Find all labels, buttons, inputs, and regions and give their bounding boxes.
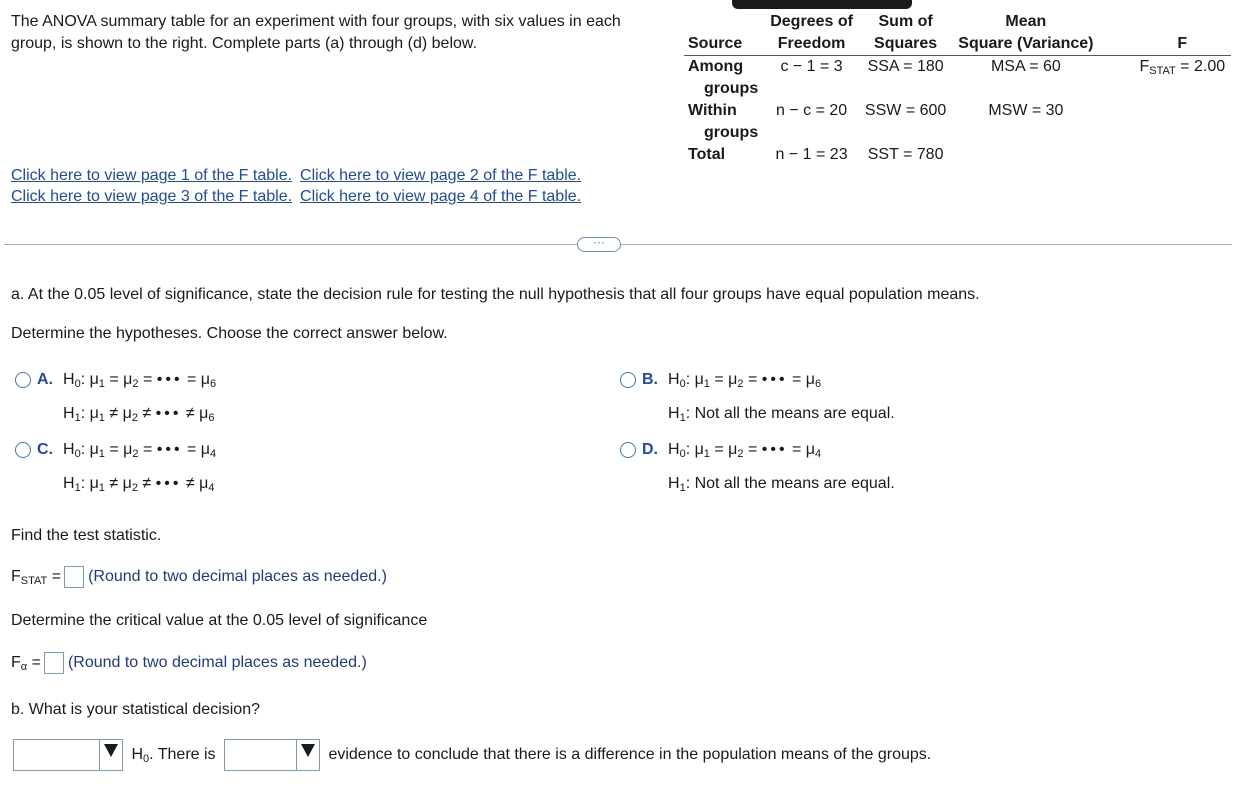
decision-reject-select[interactable]: [13, 739, 123, 771]
fstat-input[interactable]: [64, 566, 84, 588]
falpha-row: $F_\alpha$ = (Round to two decimal places as needed.): [11, 652, 367, 678]
f-table-page-2-link[interactable]: Click here to view page 2 of the F table.: [300, 167, 582, 184]
option-a-radio[interactable]: [15, 372, 31, 388]
ss-within: SSW = 600: [864, 102, 947, 119]
f-table-links: [11, 165, 589, 207]
ms-within: MSW = 30: [988, 102, 1064, 119]
find-test-statistic-prompt: Find the test statistic.: [11, 527, 162, 544]
option-d-h0: $H_0$: $\mu_1 = \mu_2$ = ••• = $\mu_4$: [668, 441, 822, 460]
option-c-h0: $H_0$: $\mu_1 = \mu_2$ = ••• = $\mu_4$: [63, 441, 217, 460]
top-tab-handle[interactable]: [732, 0, 912, 9]
table-row-total: [684, 144, 1231, 166]
option-c-letter: C.: [37, 441, 53, 458]
ms-header: Square (Variance): [952, 33, 1099, 56]
option-a-letter: A.: [37, 371, 53, 388]
f-stat-value: $F_{STAT} = 2.00$: [1139, 58, 1226, 77]
ss-header-top: Sum of: [878, 13, 933, 30]
option-b-h0: $H_0$: $\mu_1 = \mu_2$ = ••• = $\mu_6$: [668, 371, 822, 390]
anova-summary-table: [684, 11, 1231, 166]
table-row-within: Within groups n − c = 20 SSW = 600 MSW = 30: [684, 100, 1231, 144]
ss-total: SST = 780: [867, 146, 944, 163]
decision-row: $H_0$. There is evidence to conclude that there is a difference in the population means of the groups.: [13, 739, 931, 775]
hypotheses-prompt: Determine the hypotheses. Choose the correct answer below.: [11, 325, 448, 342]
critical-value-prompt: Determine the critical value at the 0.05 level of significance: [11, 612, 428, 629]
option-c-h1: $H_1$: $\mu_1 \ne \mu_2$ ≠ ••• ≠ $\mu_4$: [63, 475, 215, 494]
ss-among: SSA = 180: [867, 58, 944, 75]
df-header-top: Degrees of: [770, 13, 853, 30]
option-c-radio[interactable]: [15, 442, 31, 458]
option-b-radio[interactable]: [620, 372, 636, 388]
option-d-radio[interactable]: [620, 442, 636, 458]
f-header: F: [1099, 33, 1231, 56]
source-header: Source: [684, 33, 764, 56]
option-a-h1: $H_1$: $\mu_1 \ne \mu_2$ ≠ ••• ≠ $\mu_6$: [63, 405, 215, 424]
source-within: Within: [688, 102, 737, 119]
source-among: Among: [688, 58, 744, 75]
table-header-row-top: [684, 11, 1231, 33]
f-table-page-1-link[interactable]: Click here to view page 1 of the F table.: [11, 167, 293, 184]
f-table-page-4-link[interactable]: Click here to view page 4 of the F table.: [300, 188, 582, 205]
expand-more-button[interactable]: ···: [577, 237, 621, 252]
table-header-row: [684, 33, 1231, 56]
option-a-h0: $H_0$: $\mu_1 = \mu_2$ = ••• = $\mu_6$: [63, 371, 217, 390]
df-within: n − c = 20: [775, 102, 848, 119]
df-among: c − 1 = 3: [780, 58, 843, 75]
option-d-h1: $H_1$: Not all the means are equal.: [668, 475, 895, 494]
option-b[interactable]: [620, 369, 895, 433]
f-table-page-3-link[interactable]: Click here to view page 3 of the F table.: [11, 188, 293, 205]
option-c[interactable]: [15, 439, 216, 503]
table-row-among: Among groups c − 1 = 3 SSA = 180 MSA = 60 $F_{STAT} = 2.00$: [684, 56, 1231, 101]
part-b-question: b. What is your statistical decision?: [11, 701, 260, 718]
df-header: Freedom: [764, 33, 859, 56]
fstat-round-hint: (Round to two decimal places as needed.): [88, 568, 387, 586]
falpha-round-hint: (Round to two decimal places as needed.): [67, 654, 367, 672]
option-b-letter: B.: [642, 371, 658, 388]
decision-conclusion-text: evidence to conclude that there is a difference in the population means of the groups.: [328, 746, 932, 764]
intro-text: The ANOVA summary table for an experiment with four groups, with six values in each group, is shown to the right. Complete parts (a) through (d) below.: [11, 13, 621, 52]
chevron-down-icon: [301, 744, 315, 757]
option-b-h1: $H_1$: Not all the means are equal.: [668, 405, 895, 424]
decision-evidence-select[interactable]: [224, 739, 320, 771]
option-d-letter: D.: [642, 441, 658, 458]
source-total: Total: [688, 146, 726, 163]
option-d[interactable]: [620, 439, 895, 503]
ss-header: Squares: [859, 33, 952, 56]
option-a[interactable]: [15, 369, 216, 433]
df-total: n − 1 = 23: [775, 146, 848, 163]
ms-header-top: Mean: [1005, 13, 1047, 30]
ms-among: MSA = 60: [990, 58, 1061, 75]
fstat-row: $F_{STAT}$ = (Round to two decimal places as needed.): [11, 566, 387, 592]
chevron-down-icon: [104, 744, 118, 757]
falpha-input[interactable]: [44, 652, 64, 674]
part-a-question: a. At the 0.05 level of significance, state the decision rule for testing the null hypothesis that all four groups have equal population means.: [11, 286, 980, 303]
